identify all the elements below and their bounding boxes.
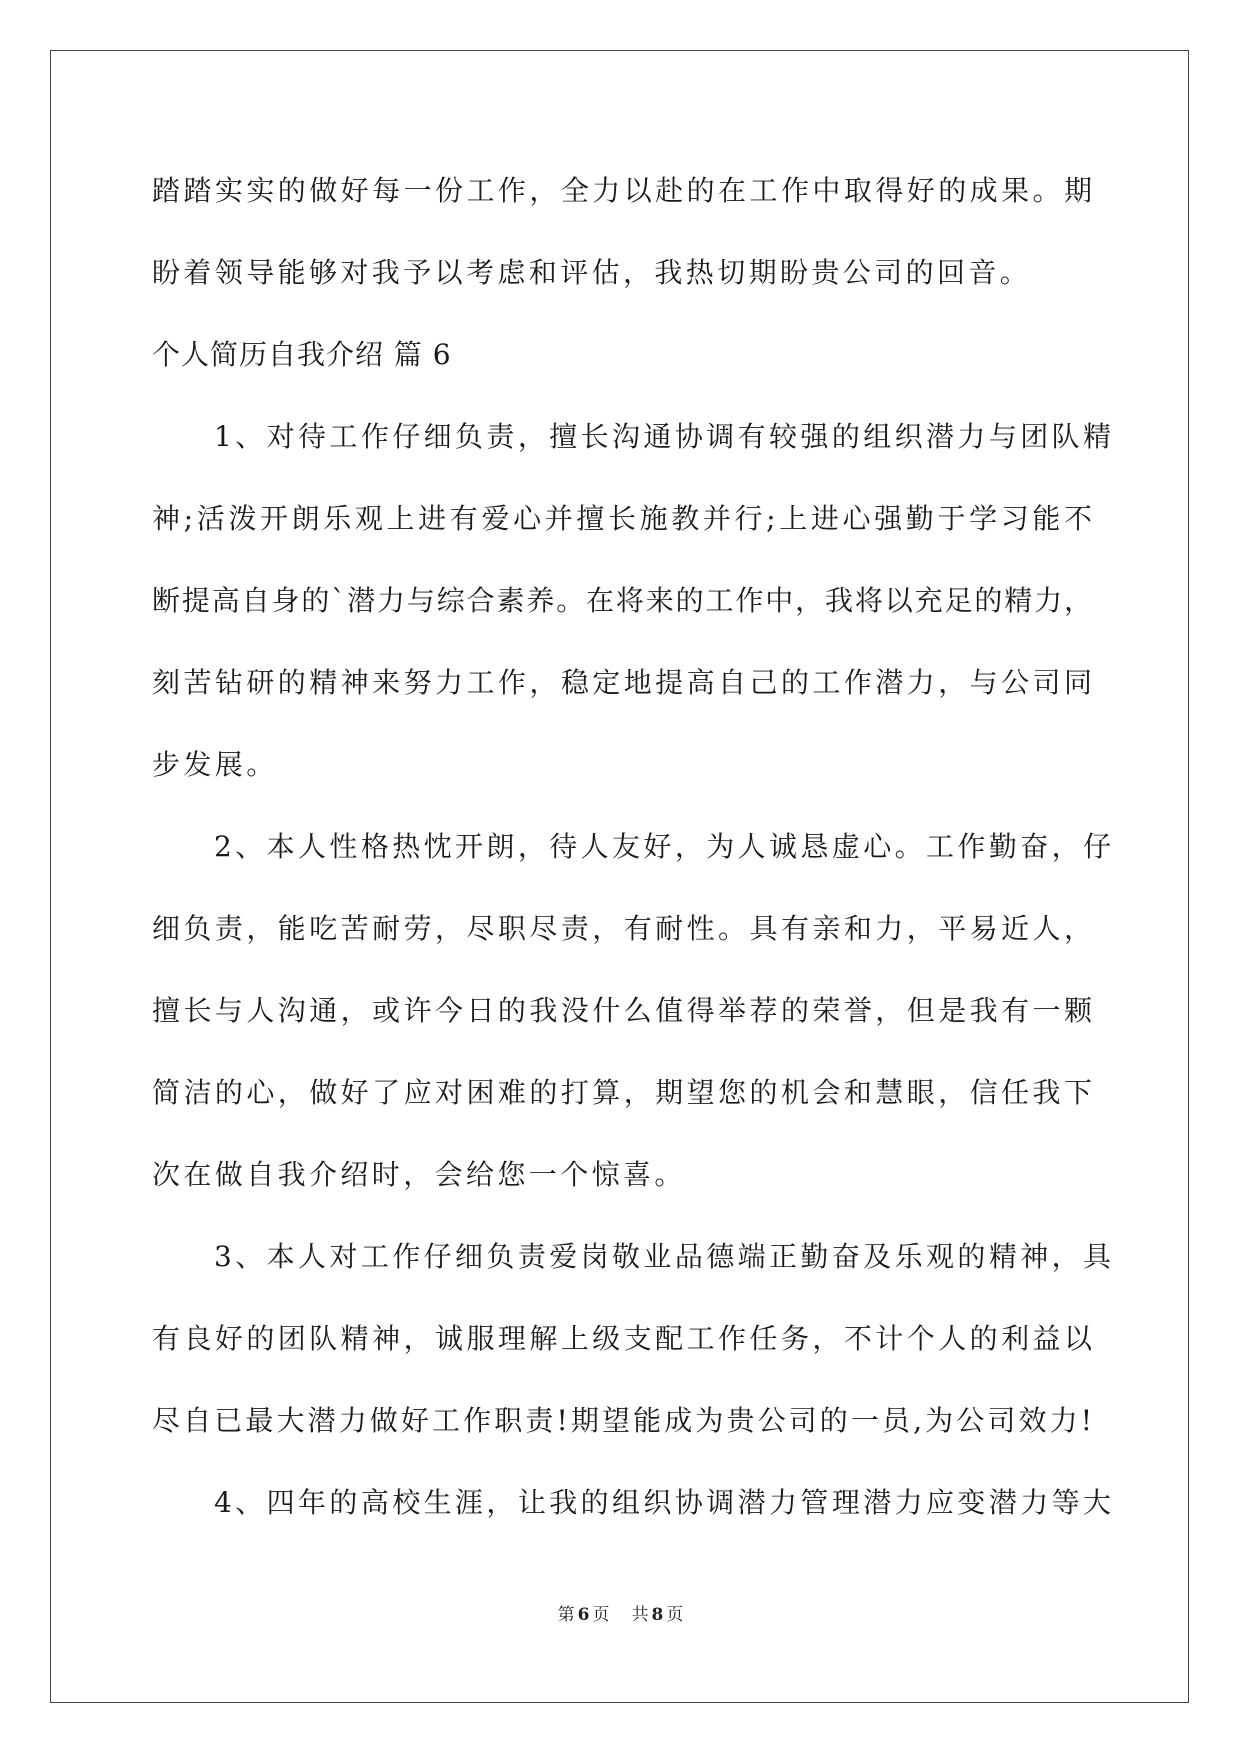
document-body: [152, 150, 1115, 1544]
text-line: 尽自已最大潜力做好工作职责!期望能成为贵公司的一员,为公司效力!: [152, 1404, 1092, 1437]
text-line: 神;活泼开朗乐观上进有爱心并擅长施教并行;上进心强勤于学习能不: [152, 502, 1092, 535]
section-heading: 个人简历自我介绍 篇 6: [152, 338, 452, 371]
total-unit: 页: [666, 1605, 684, 1625]
text-line: 擅长与人沟通，或许今日的我没什么值得举荐的荣誉，但是我有一颗: [152, 994, 1092, 1027]
text-line: 踏踏实实的做好每一份工作，全力以赴的在工作中取得好的成果。期: [152, 174, 1092, 207]
text-line: 有良好的团队精神，诚服理解上级支配工作任务，不计个人的利益以: [152, 1322, 1092, 1355]
text-line: 次在做自我介绍时，会给您一个惊喜。: [152, 1158, 686, 1191]
page-prefix: 第: [557, 1605, 575, 1625]
text-line: 盼着领导能够对我予以考虑和评估，我热切期盼贵公司的回音。: [152, 256, 1032, 289]
text-line: 4、四年的高校生涯，让我的组织协调潜力管理潜力应变潜力等大: [214, 1486, 1115, 1519]
page-footer: [0, 1600, 1241, 1625]
text-line: 3、本人对工作仔细负责爱岗敬业品德端正勤奋及乐观的精神，具: [214, 1240, 1115, 1273]
text-line: 刻苦钻研的精神来努力工作，稳定地提高自己的工作潜力，与公司同: [152, 666, 1092, 699]
text-line: 1、对待工作仔细负责，擅长沟通协调有较强的组织潜力与团队精: [214, 420, 1115, 453]
text-line: 断提高自身的`潜力与综合素养。在将来的工作中，我将以充足的精力，: [152, 584, 1092, 617]
text-line: 简洁的心，做好了应对困难的打算，期望您的机会和慧眼，信任我下: [152, 1076, 1092, 1109]
page-current: 6: [577, 1605, 590, 1625]
text-line: 2、本人性格热忱开朗，待人友好，为人诚恳虚心。工作勤奋，仔: [214, 830, 1115, 863]
text-line: 细负责，能吃苦耐劳，尽职尽责，有耐性。具有亲和力，平易近人，: [152, 912, 1092, 945]
page-unit: 页: [592, 1605, 610, 1625]
total-prefix: 共: [631, 1605, 649, 1625]
text-line: 步发展。: [152, 748, 278, 781]
page-total: 8: [651, 1605, 664, 1625]
